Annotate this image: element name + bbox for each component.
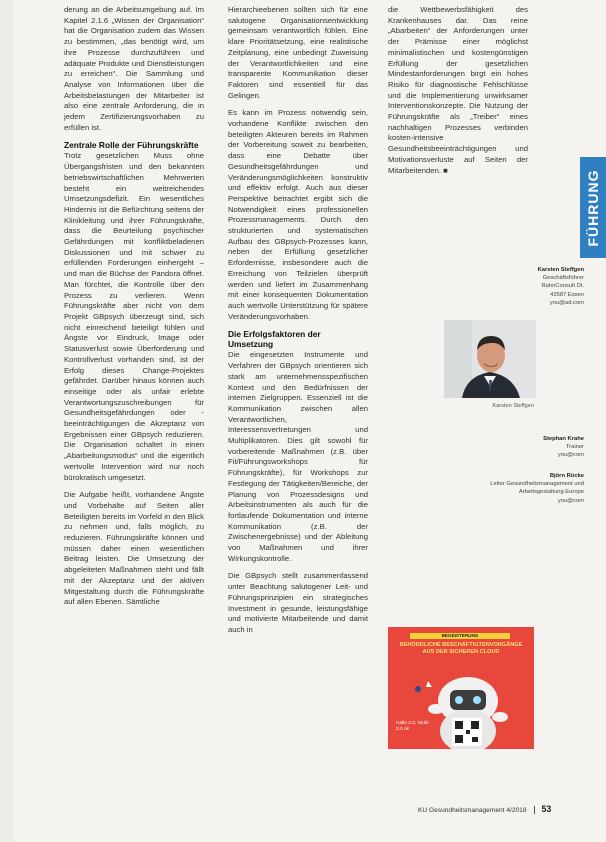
portrait-image bbox=[444, 320, 536, 398]
ad-note: Hallo 2.0, Stufe 3.0 ok bbox=[396, 721, 429, 732]
author-box bbox=[444, 266, 584, 307]
section-tab bbox=[580, 157, 606, 258]
paragraph: Die GBpsych stellt zusammenfassend unter Beachtung salutogener Leit- und Führungsprinzipien ein strategisches Investment in gesunde, leistungsfähige und motivierte Mitarbeitende und damit auch in bbox=[228, 571, 368, 634]
journal-name: KU Gesundheitsmanagement 4/2018 bbox=[418, 807, 527, 814]
author-name: Stephan Krahe bbox=[543, 436, 584, 442]
author-name: Björn Rücke bbox=[549, 473, 584, 479]
author-name: Karsten Steffgen bbox=[537, 267, 584, 273]
author-box bbox=[444, 472, 584, 505]
paragraph: Die eingesetzten Instrumente und Verfahren der GBpsych orientieren sich stark am unternehmensspezifischen Kontext und den Bedürfnissen der internen Zielgruppen. Essenziell ist die Kommunikation zwischen allen Verantwortlichen, Interessensvertretungen und Multiplikatoren. Dies gilt sowohl für vorbereitende Maßnahmen (z.B. über Fit/Führungsworkshops für Führungskräfte), für Workshops zur Festlegung der Tätigkeiten/Bereiche, der Planung von Prozessdesigns und Arbeitsinstrumenten als auch für die fortlaufende Dokumentation und interne Kommunikation (z.B. der Zwischenergebnisse) und der Ableitung von Maßnahmen und ihrer Wirkungskontrolle. bbox=[228, 350, 368, 563]
article-column-2 bbox=[228, 5, 368, 643]
author-photo bbox=[444, 320, 536, 398]
paragraph: Die Aufgabe heißt, vorhandene Ängste und Vorbehalte auf Seiten aller Beteiligten bereits im Vorfeld in den Blick zu nehmen und, falls möglich, zu reduzieren. Führungskräfte können und müssen daher einen wesentlichen Beitrag leisten. Die Umsetzung der abgeleiteten Maßnahmen steht und fällt mit der Akzeptanz und der aktiven Mitgestaltung durch die Führungskräfte auf allen Ebenen. Sämtliche bbox=[64, 490, 204, 607]
ad-badge: BEGEISTERUNG bbox=[410, 633, 510, 639]
paragraph: Es kann im Prozess notwendig sein, vorhandene Konflikte zwischen den beteiligten Akteuren bereits im Rahmen der Vorbereitung soweit zu bearbeiten, dass eine Debatte über Gesundheitsgefährdungen und Veränderungsmöglichkeiten konstruktiv und effektiv erfolgt. Auch aus dieser Perspektive betrachtet ergibt sich die Notwendigkeit eines professionellen Prozessmanagements. Durch den strukturierten und systematischen Aufbau des GBpsych-Prozesses kann, neben der Erfüllung gesetzlicher Erfordernisse, insbesondere auch die Erreichung von Teilzielen überprüft werden und liefert im Zusammenhang mit einer konsequenten Dokumentation auch wertvolle Unterstützung für spätere Veränderungsvorhaben. bbox=[228, 108, 368, 321]
article-column-3 bbox=[388, 5, 528, 183]
author-line: Arbeitsgestaltung Europe bbox=[518, 489, 584, 496]
paragraph: Hierarchieebenen sollten sich für eine salutogene Organisationsentwicklung gemeinsam verantwortlich fühlen. Eine klare Prioritätsetzung, eine realistische Zeitplanung, eine unbedingt Zuweisung der Verantwortlichkeiten und eine transparente Kommunikation dieser Faktoren sind essentiell für das Gelingen. bbox=[228, 5, 368, 100]
photo-caption: Karsten Steffgen bbox=[492, 403, 534, 409]
article-column-1 bbox=[64, 5, 204, 615]
section-heading: Zentrale Rolle der Führungskräfte bbox=[64, 140, 199, 151]
ad-headline: BEHÖRDLICHE BESCHÄFTIGTENVORGÄNGE AUS DER SICHEREN CLOUD bbox=[399, 642, 523, 656]
paragraph: Trotz gesetzlichen Muss ohne Übergangsfristen und den bekannten betriebswirtschaftlichen Mehrwerten besteht ein weitreichendes Umsetzungsdefizit. Ein wesentliches Hindernis ist die Befürchtung seitens der Klinikleitung und ihrer Führungskräfte, dass die Beurteilung psychischer Gefährdungen mit konfliktbeladenen Diskussionen und mit schwer zu erfüllenden Forderungen einhergeht – und man die Büchse der Pandora öffnet. Man fürchtet, die Kontrolle über den Prozess zu verlieren. Wenn Führungskräfte aber nicht von dem Projekt GBpsych überzeugt sind, sich nicht einreichend beteiligt fühlen und Ängste vor Eindruck, Image oder Statusverlust sowie Überforderung und Kontrollverlust vorhanden sind, ist der Erfolg dieses Change-Projektes gefährdet. Darüber hinaus können auch einseitige oder als unfair erlebte Verantwortungszuschreibungen für Gesundheitsgefährdungen oder -beeinträchtigungen die Akzeptanz von Ergebnissen einer GBpsych reduzieren. Die Organisation schaltet in einen „Abarbeitungsmodus“ und die eigentlich wertvolle Intervention wird nur noch bürokratisch umgesetzt. bbox=[64, 151, 204, 482]
author-box bbox=[444, 435, 584, 460]
section-tab-label: FÜHRUNG bbox=[585, 169, 601, 246]
page-footer bbox=[418, 804, 588, 814]
author-line: RahnConsult Dt. bbox=[541, 283, 584, 290]
magazine-page bbox=[14, 0, 606, 842]
paragraph: die Wettbewerbsfähigkeit des Krankenhauses dar. Das reine „Abarbeiten“ der Anforderungen unter der Prämisse einer möglichst minimalistischen und kostengünstigen Erfüllung der gesetzlichen Mindestanforderungen birgt ein hohes Risiko für diagnostische Fehlschlüsse und die Implementierung unwirksamer Interventionskonzepte. Die Nutzung der Führungskräfte als „Treiber“ eines nachhaltigen Prozesses verbinden kosten-intensive Gesundheitsbeeinträchtigungen und Motivationsverluste auf Seiten der Mitarbeitenden. ■ bbox=[388, 5, 528, 175]
author-line: Leiter Gesundheitsmanagement und bbox=[490, 481, 584, 488]
author-line: you@com bbox=[557, 452, 584, 459]
advertisement[interactable] bbox=[388, 627, 534, 749]
author-line: you@ad.com bbox=[549, 299, 584, 306]
section-heading: Die Erfolgsfaktoren der Umsetzung bbox=[228, 329, 321, 350]
author-line: you@com bbox=[557, 497, 584, 504]
author-line: 43587 Essen bbox=[550, 291, 584, 298]
author-line: Geschäftsführer bbox=[542, 275, 584, 282]
paragraph: derung an die Arbeitsumgebung auf. Im Kapitel 2.1.6 „Wissen der Organisation“ hat die Organisation zudem das Wissen zu bestimmen, „das benötigt wird, um ihre Prozesse durchzuführen und adäquate Produkte und Dienstleistungen zu erreichen“. Die Sammlung und Analyse von Informationen über die Arbeitsbelastungen der Mitarbeiter ist also eine zentrale Anforderung, die in jedem Zertifizierungsvorhaben zu erfüllen ist. bbox=[64, 5, 204, 132]
page-number: 53 bbox=[541, 804, 552, 814]
author-line: Trainer bbox=[565, 444, 584, 451]
footer-divider bbox=[534, 806, 535, 814]
